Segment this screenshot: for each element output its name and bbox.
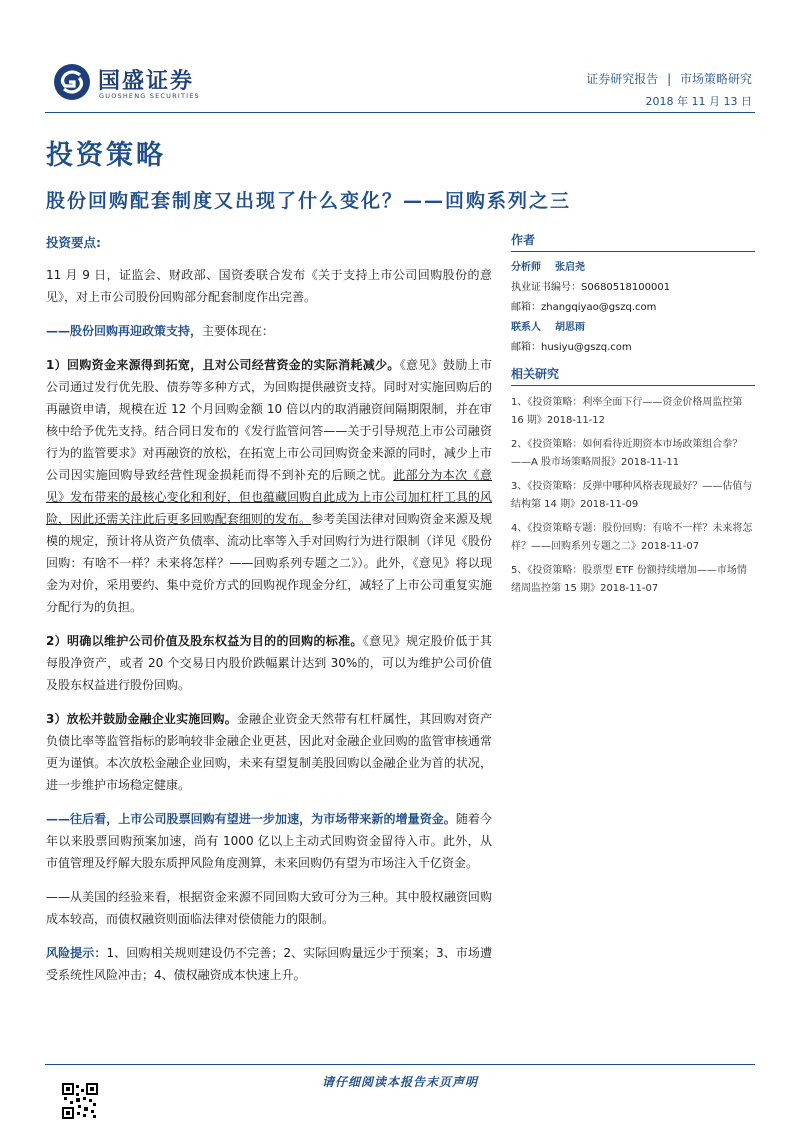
point-1-underlined: 此部分为本次《意见》发布带来的最核心变化和利好，但也蕴藏回购自此成为上市公司加杠杆工具的风险，因此还需关注此后更多回购配套细则的发布。 xyxy=(46,468,492,526)
page-category: 投资策略 xyxy=(46,140,166,171)
policy-rest: 主要体现在： xyxy=(202,324,275,338)
paragraph-policy xyxy=(46,320,492,342)
analyst-label: 分析师 xyxy=(511,262,541,273)
cert-row xyxy=(511,280,755,296)
header-divider xyxy=(45,112,755,113)
analyst-row xyxy=(511,260,755,276)
contact-email-row xyxy=(511,340,755,356)
report-type: 证券研究报告 xyxy=(586,72,659,86)
key-points-heading: 投资要点: xyxy=(46,235,101,250)
paragraph-point-1 xyxy=(46,354,492,618)
contact-name: 胡思雨 xyxy=(555,322,585,333)
point-1-text-b: 参考美国法律对回购资金来源及规模的规定，预计将从资产负债率、流动比率等入手对回购行为进行限制（详见《股份回购：有啥不一样？未来将怎样？——回购系列专题之二》）。此外，《意见》将以现金为对价，采用要约、集中竞价方式的回购视作现金分红，减轻了上市公司重复实施分配行为的负担。 xyxy=(46,512,492,614)
policy-lead: ——股份回购再迎政策支持， xyxy=(46,324,203,338)
main-content xyxy=(46,232,492,998)
related-item[interactable]: 4、《投资策略专题：股份回购：有啥不一样？未来将怎样？——回购系列专题之二》2018-11-07 xyxy=(511,523,753,552)
paragraph-us-experience xyxy=(46,886,492,930)
point-2-text: 《意见》规定股价低于其每股净资产，或者 20 个交易日内股价跌幅累计达到 30%的，可以为维护公司价值及股东权益进行股份回购。 xyxy=(46,634,492,692)
analyst-name: 张启尧 xyxy=(555,262,585,273)
footer-disclaimer: 请仔细阅读本报告末页声明 xyxy=(321,1075,478,1089)
related-item[interactable]: 2、《投资策略：如何看待近期资本市场政策组合拳？——A 股市场策略周报》2018-11-11 xyxy=(511,439,743,468)
paragraph-outlook xyxy=(46,808,492,874)
related-research-heading: 相关研究 xyxy=(511,366,755,386)
paragraph-point-3 xyxy=(46,708,492,796)
report-type-line xyxy=(586,70,752,87)
paragraph-intro xyxy=(46,264,492,308)
intro-text: 11 月 9 日，证监会、财政部、国资委联合发布《关于支持上市公司回购股份的意见》，对上市公司股份回购部分配套制度作出完善。 xyxy=(46,268,492,304)
brand-name-cn: 国盛证券 xyxy=(98,69,195,94)
contact-email[interactable]: husiyu@gszq.com xyxy=(541,342,632,353)
point-2-heading: 2）明确以维护公司价值及股东权益为目的的回购的标准。 xyxy=(46,634,363,648)
page-title: 股份回购配套制度又出现了什么变化？——回购系列之三 xyxy=(46,190,572,212)
qr-code-icon xyxy=(62,1083,98,1119)
point-3-heading: 3）放松并鼓励金融企业实施回购。 xyxy=(46,712,237,726)
analyst-email-row xyxy=(511,300,755,316)
related-item[interactable]: 1、《投资策略：利率全面下行——资金价格周监控第 16 期》2018-11-12 xyxy=(511,397,743,426)
email-label: 邮箱： xyxy=(511,302,541,313)
paragraph-risk xyxy=(46,942,492,986)
risk-label: 风险提示： xyxy=(46,946,107,960)
risk-text: 1、回购相关规则建设仍不完善；2、实际回购量远少于预案；3、市场遭受系统性风险冲击；4、债权融资成本快速上升。 xyxy=(46,946,492,982)
email-label: 邮箱： xyxy=(511,342,541,353)
sidebar xyxy=(511,232,755,604)
cert-label: 执业证书编号： xyxy=(511,282,581,293)
cert-number: S0680518100001 xyxy=(581,282,671,293)
paragraph-point-2 xyxy=(46,630,492,696)
brand-logo xyxy=(52,62,212,106)
footer-divider xyxy=(45,1064,755,1065)
report-date: 2018 年 11 月 13 日 xyxy=(645,95,752,108)
analyst-email[interactable]: zhangqiyao@gszq.com xyxy=(541,302,657,313)
header-separator: | xyxy=(667,72,672,86)
outlook-lead: ——往后看，上市公司股票回购有望进一步加速，为市场带来新的增量资金。 xyxy=(46,812,456,826)
report-category: 市场策略研究 xyxy=(679,72,752,86)
author-heading: 作者 xyxy=(511,232,755,252)
contact-row xyxy=(511,320,755,336)
related-item[interactable]: 3、《投资策略：反弹中哪种风格表现最好？——估值与结构第 14 期》2018-11-09 xyxy=(511,481,753,510)
us-experience-text: ——从美国的经验来看，根据资金来源不同回购大致可分为三种。其中股权融资回购成本较高，而债权融资则面临法律对偿债能力的限制。 xyxy=(46,890,492,926)
outlook-text: 随着今年以来股票回购预案加速，尚有 1000 亿以上主动式回购资金留待入市。此外，从市值管理及纾解大股东质押风险角度测算，未来回购仍有望为市场注入千亿资金。 xyxy=(46,812,492,870)
guosheng-logo-icon xyxy=(52,62,92,102)
point-3-text: 金融企业资金天然带有杠杆属性，其回购对资产负债比率等监管指标的影响较非金融企业更甚，因此对金融企业回购的监管审核通常更为谨慎。本次放松金融企业回购，未来有望复制美股回购以金融企业为首的状况，进一步维护市场稳定健康。 xyxy=(46,712,492,792)
point-1-text-a: 《意见》鼓励上市公司通过发行优先股、债券等多种方式，为回购提供融资支持。同时对实施回购后的再融资申请，规模在近 12 个月回购金额 10 倍以内的取消融资间隔期限制，并在审核中给予优先支持。结合同日发布的《发行监管问答——关于引导规范上市公司融资行为的监管要求》对再融资的放松，在拓宽上市公司回购资金来源的同时，减少上市公司因实施回购导致经营性现金损耗而得不到补充的后顾之忧。 xyxy=(46,358,492,482)
related-item[interactable]: 5、《投资策略：股票型 ETF 份额持续增加——市场情绪周监控第 15 期》2018-11-07 xyxy=(511,565,747,594)
point-1-heading: 1）回购资金来源得到拓宽，且对公司经营资金的实际消耗减少。 xyxy=(46,358,400,372)
brand-name-en: GUOSHENG SECURITIES xyxy=(99,92,200,100)
contact-label: 联系人 xyxy=(511,322,541,333)
